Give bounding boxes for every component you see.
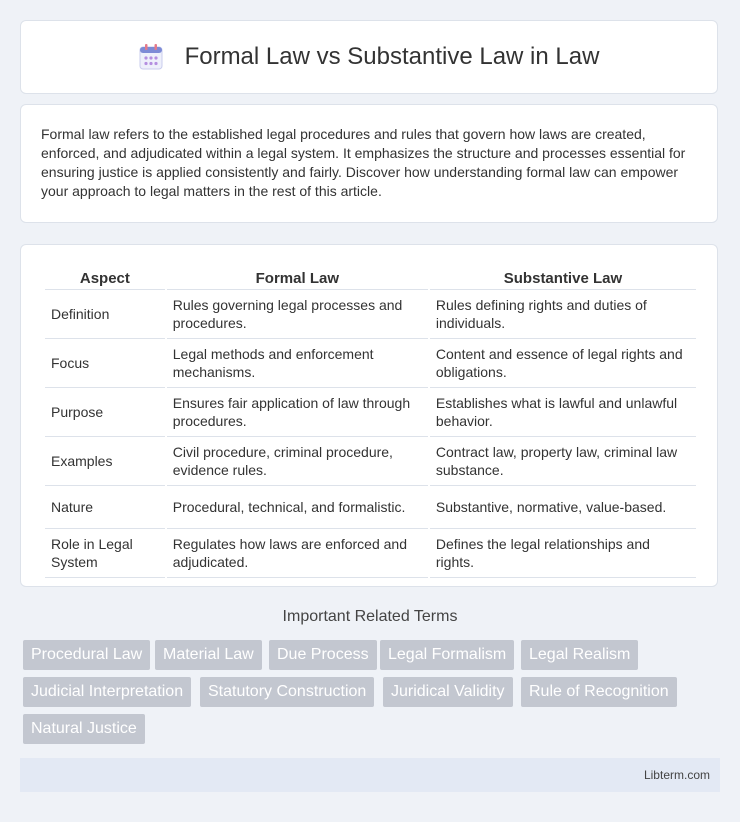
table-cell: Nature xyxy=(45,486,165,529)
table-cell: Ensures fair application of law through procedures. xyxy=(167,388,428,437)
table-cell: Regulates how laws are enforced and adjudicated. xyxy=(167,529,428,578)
table-row xyxy=(45,529,696,578)
table-cell: Role in Legal System xyxy=(45,529,165,578)
term-tag-material-law[interactable]: Material Law xyxy=(155,640,262,670)
table-cell: Rules defining rights and duties of individuals. xyxy=(430,290,696,339)
table-cell: Contract law, property law, criminal law substance. xyxy=(430,437,696,486)
page-title: Formal Law vs Substantive Law in Law xyxy=(184,43,600,70)
intro-card xyxy=(20,104,718,223)
table-cell: Definition xyxy=(45,290,165,339)
table-row xyxy=(45,388,696,437)
term-tag-statutory-construction[interactable]: Statutory Construction xyxy=(200,677,374,707)
column-header-aspect: Aspect xyxy=(45,265,165,290)
table-cell: Examples xyxy=(45,437,165,486)
term-tag-legal-formalism[interactable]: Legal Formalism xyxy=(380,640,514,670)
term-tag-natural-justice[interactable]: Natural Justice xyxy=(23,714,145,744)
table-row xyxy=(45,437,696,486)
table-cell: Civil procedure, criminal procedure, evidence rules. xyxy=(167,437,428,486)
term-tag-judicial-interpretation[interactable]: Judicial Interpretation xyxy=(23,677,191,707)
calendar-icon xyxy=(139,44,163,70)
comparison-table-card xyxy=(20,244,718,587)
table-cell: Rules governing legal processes and procedures. xyxy=(167,290,428,339)
table-cell: Establishes what is lawful and unlawful behavior. xyxy=(430,388,696,437)
table-cell: Substantive, normative, value-based. xyxy=(430,486,696,529)
column-header-substantive-law: Substantive Law xyxy=(430,265,696,290)
table-row xyxy=(45,486,696,529)
table-cell: Defines the legal relationships and rights. xyxy=(430,529,696,578)
footer-site-link[interactable]: Libterm.com xyxy=(643,768,710,782)
table-row xyxy=(45,339,696,388)
table-cell: Legal methods and enforcement mechanisms. xyxy=(167,339,428,388)
intro-text: Formal law refers to the established legal procedures and rules that govern how laws are created, enforced, and adjudicated within a legal system. It emphasizes the structure and processes essential for ensuring justice is applied consistently and fairly. Discover how understanding formal law can empower your approach to legal matters in the rest of this article. xyxy=(41,126,686,199)
footer xyxy=(20,758,720,792)
term-tag-rule-of-recognition[interactable]: Rule of Recognition xyxy=(521,677,677,707)
term-tag-legal-realism[interactable]: Legal Realism xyxy=(521,640,638,670)
table-row xyxy=(45,290,696,339)
related-terms-title: Important Related Terms xyxy=(282,608,458,625)
comparison-table xyxy=(43,265,698,578)
term-tag-due-process[interactable]: Due Process xyxy=(269,640,377,670)
table-cell: Procedural, technical, and formalistic. xyxy=(167,486,428,529)
term-tag-procedural-law[interactable]: Procedural Law xyxy=(23,640,150,670)
table-cell: Purpose xyxy=(45,388,165,437)
table-cell: Content and essence of legal rights and obligations. xyxy=(430,339,696,388)
title-card xyxy=(20,20,718,94)
term-tag-juridical-validity[interactable]: Juridical Validity xyxy=(383,677,513,707)
table-cell: Focus xyxy=(45,339,165,388)
column-header-formal-law: Formal Law xyxy=(167,265,428,290)
